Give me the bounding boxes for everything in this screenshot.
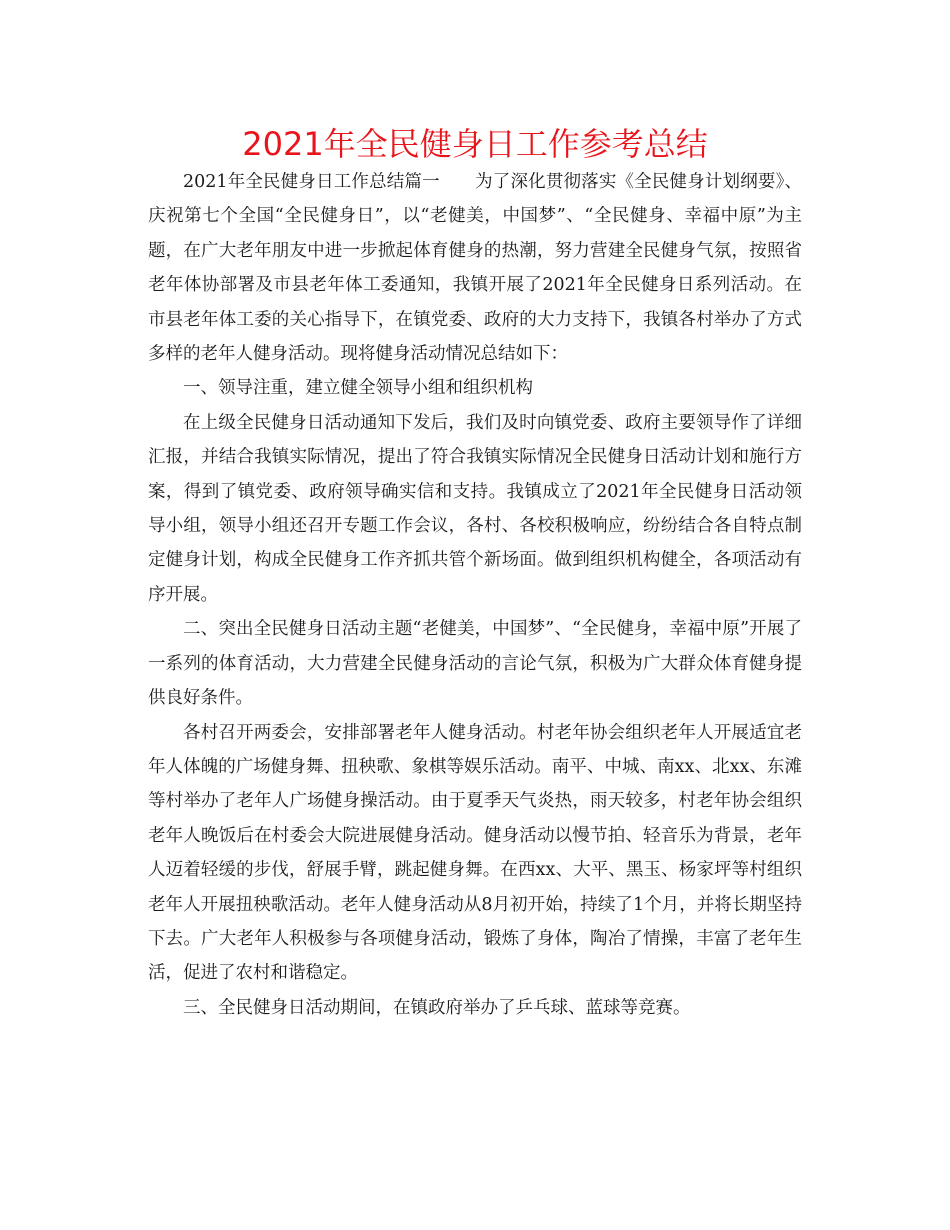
paragraph-heading-2: 二、突出全民健身日活动主题“老健美，中国梦”、“全民健身，幸福中原”开展了一系列的体育活动，大力营建全民健身活动的言论气氛，积极为广大群众体育健身提供良好条件。 [148, 619, 802, 709]
document-title: 2021年全民健身日工作参考总结 [242, 125, 708, 163]
paragraph-heading-1: 一、领导注重，建立健全领导小组和组织机构 [183, 378, 533, 399]
paragraph-leadership: 在上级全民健身日活动通知下发后，我们及时向镇党委、政府主要领导作了详细汇报，并结合我镇实际情况，提出了符合我镇实际情况全民健身日活动计划和施行方案，得到了镇党委、政府领导确实信和支持。我镇成立了2021年全民健身日活动领导小组，领导小组还召开专题工作会议，各村、各校积极响应，纷纷结合各自特点制定健身计划，构成全民健身工作齐抓共管个新场面。做到组织机构健全，各项活动有序开展。 [148, 412, 802, 605]
paragraph-heading-3: 三、全民健身日活动期间，在镇政府举办了乒乓球、蓝球等竞赛。 [183, 997, 691, 1018]
paragraph-village-activities: 各村召开两委会，安排部署老年人健身活动。村老年协会组织老年人开展适宜老年人体魄的广场健身舞、扭秧歌、象棋等娱乐活动。南平、中城、南xx、北xx、东滩等村举办了老年人广场健身操活动。由于夏季天气炎热，雨天较多，村老年协会组织老年人晚饭后在村委会大院进展健身活动。健身活动以慢节拍、轻音乐为背景，老年人迈着轻缓的步伐，舒展手臂，跳起健身舞。在西xx、大平、黑玉、杨家坪等村组织老年人开展扭秧歌活动。老年人健身活动从8月初开始，持续了1个月，并将长期坚持下去。广大老年人积极参与各项健身活动，锻炼了身体，陶冶了情操，丰富了老年生活，促进了农村和谐稳定。 [148, 722, 802, 984]
document-body [148, 165, 802, 1025]
paragraph-intro: 2021年全民健身日工作总结篇一 为了深化贯彻落实《全民健身计划纲要》、庆祝第七个全国“全民健身日”，以“老健美，中国梦”、“全民健身、幸福中原”为主题，在广大老年朋友中进一步掀起体育健身的热潮，努力营建全民健身气氛，按照省老年体协部署及市县老年体工委通知，我镇开展了2021年全民健身日系列活动。在市县老年体工委的关心指导下，在镇党委、政府的大力支持下，我镇各村举办了方式多样的老年人健身活动。现将健身活动情况总结如下： [148, 172, 802, 365]
